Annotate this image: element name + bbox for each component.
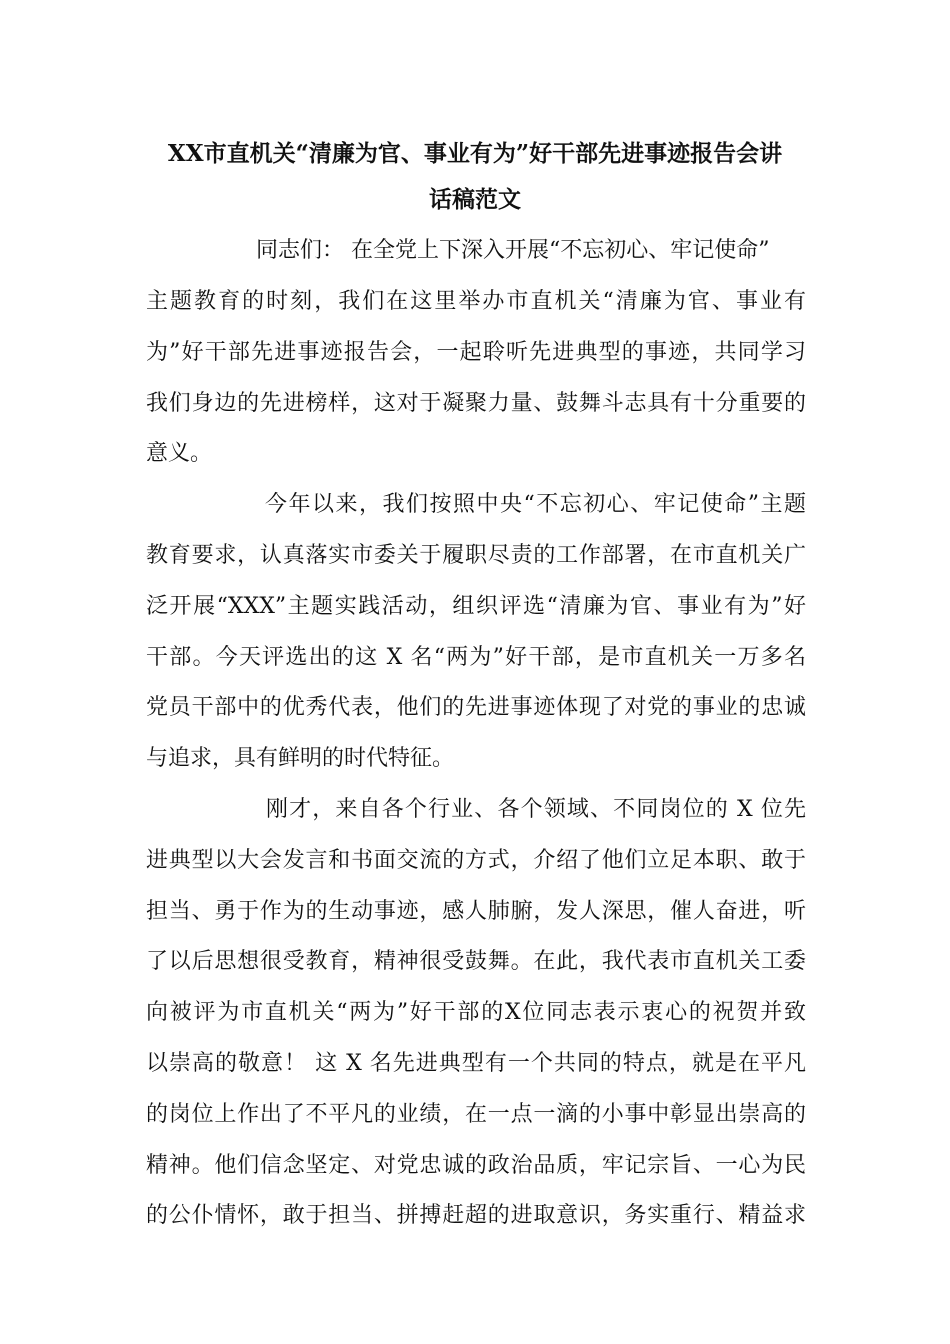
body-line: 的岗位上作出了不平凡的业绩，在一点一滴的小事中彰显出崇高的 bbox=[146, 1102, 806, 1127]
body-line: 干部。今天评选出的这 X 名“两为”好干部，是市直机关一万多名 bbox=[146, 645, 806, 670]
body-line: 教育要求，认真落实市委关于履职尽责的工作部署，在市直机关广 bbox=[146, 543, 806, 568]
body-line: 意义。 bbox=[146, 441, 213, 466]
body-line: 精神。他们信念坚定、对党忠诚的政治品质，牢记宗旨、一心为民 bbox=[146, 1153, 806, 1178]
body-line: 与追求，具有鲜明的时代特征。 bbox=[146, 746, 455, 771]
body-line: 以崇高的敬意！ 这 X 名先进典型有一个共同的特点，就是在平凡 bbox=[146, 1051, 806, 1076]
document-title-line-2: 话稿范文 bbox=[429, 186, 521, 213]
body-line: 同志们： 在全党上下深入开展“不忘初心、牢记使命” bbox=[256, 238, 770, 263]
body-line: 主题教育的时刻，我们在这里举办市直机关“清廉为官、事业有 bbox=[146, 289, 806, 314]
body-line: 为”好干部先进事迹报告会，一起聆听先进典型的事迹，共同学习 bbox=[146, 340, 806, 365]
body-line: 刚才，来自各个行业、各个领域、不同岗位的 X 位先 bbox=[266, 797, 806, 822]
body-line: 进典型以大会发言和书面交流的方式，介绍了他们立足本职、敢于 bbox=[146, 848, 806, 873]
document-title-line-1: XX市直机关“清廉为官、事业有为”好干部先进事迹报告会讲 bbox=[167, 140, 783, 167]
body-line: 向被评为市直机关“两为”好干部的X位同志表示衷心的祝贺并致 bbox=[146, 1000, 806, 1025]
body-line: 了以后思想很受教育，精神很受鼓舞。在此，我代表市直机关工委 bbox=[146, 949, 806, 974]
body-line: 党员干部中的优秀代表，他们的先进事迹体现了对党的事业的忠诚 bbox=[146, 695, 806, 720]
body-line: 担当、勇于作为的生动事迹，感人肺腑，发人深思，催人奋进，听 bbox=[146, 899, 806, 924]
body-line: 泛开展“XXX”主题实践活动，组织评选“清廉为官、事业有为”好 bbox=[146, 594, 806, 619]
body-line: 我们身边的先进榜样，这对于凝聚力量、鼓舞斗志具有十分重要的 bbox=[146, 391, 806, 416]
body-line: 今年以来，我们按照中央“不忘初心、牢记使命”主题 bbox=[265, 492, 806, 517]
body-line: 的公仆情怀，敢于担当、拼搏赶超的进取意识，务实重行、精益求 bbox=[146, 1203, 806, 1228]
